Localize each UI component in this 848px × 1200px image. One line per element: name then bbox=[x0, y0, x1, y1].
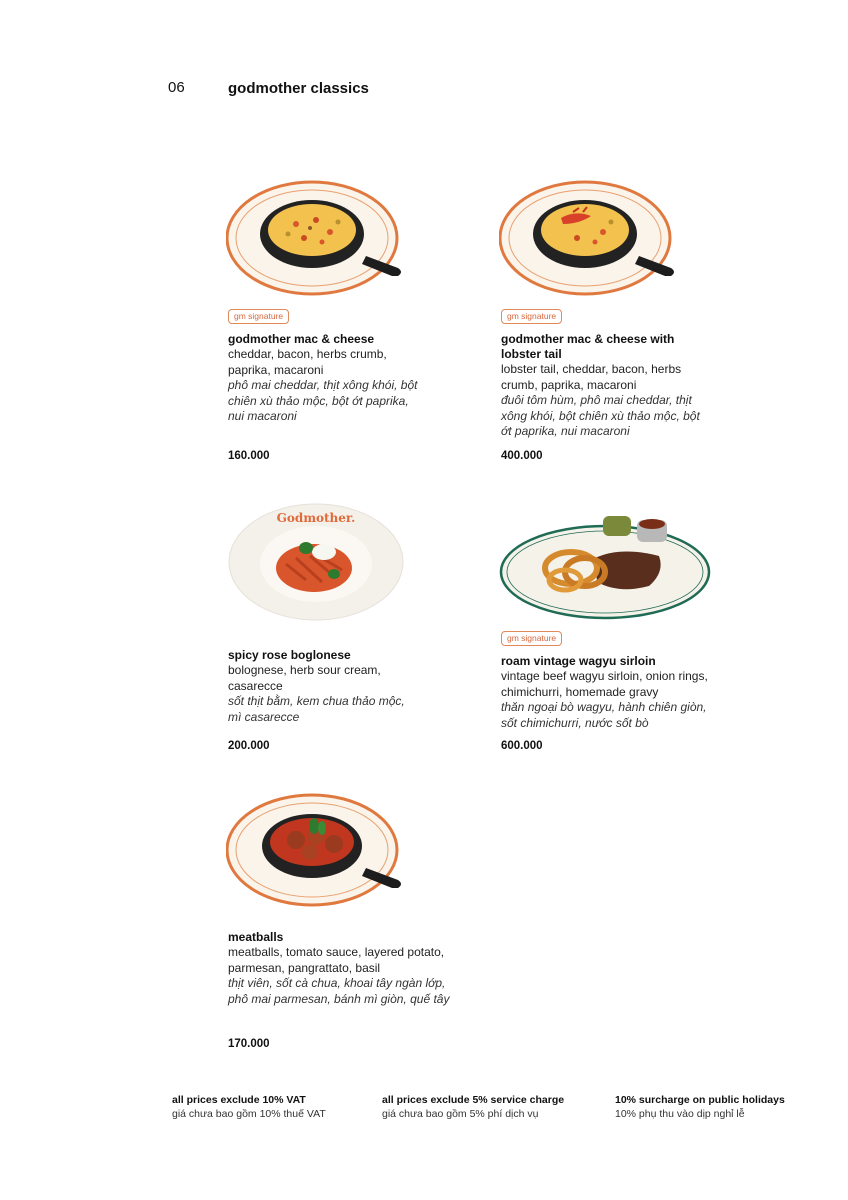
dish-description-vn: thịt viên, sốt cà chua, khoai tây ngàn lớp, phô mai parmesan, bánh mì giòn, quế tây bbox=[228, 976, 450, 1006]
footer-note-en: all prices exclude 10% VAT bbox=[172, 1094, 306, 1106]
steak-plate-photo bbox=[499, 510, 711, 622]
dish-price: 600.000 bbox=[501, 740, 543, 752]
footer-note-en: all prices exclude 5% service charge bbox=[382, 1094, 565, 1106]
dish-description: lobster tail, cheddar, bacon, herbs crumb, paprika, macaroni bbox=[501, 362, 682, 392]
dish-description-vn: đuôi tôm hùm, phô mai cheddar, thịt xông khói, bột chiên xù thảo mộc, bột ớt paprika, nui macaroni bbox=[501, 393, 700, 438]
signature-badge: gm signature bbox=[228, 309, 289, 324]
dish-price: 170.000 bbox=[228, 1038, 270, 1050]
dish-description-vn: phô mai cheddar, thịt xông khói, bột chiên xù thảo mộc, bột ớt paprika, nui macaroni bbox=[228, 378, 418, 423]
dish-name: meatballs bbox=[228, 930, 284, 944]
dish-description: cheddar, bacon, herbs crumb, paprika, macaroni bbox=[228, 347, 387, 377]
page-number: 06 bbox=[168, 79, 185, 96]
dish-price: 200.000 bbox=[228, 740, 270, 752]
footer-note-vn: giá chưa bao gồm 10% thuế VAT bbox=[172, 1108, 326, 1120]
dish-description: vintage beef wagyu sirloin, onion rings, chimichurri, homemade gravy bbox=[501, 669, 708, 699]
dish-description: bolognese, herb sour cream, casarecce bbox=[228, 663, 381, 693]
footer-note-service bbox=[382, 1093, 564, 1121]
footer-note-vat bbox=[172, 1093, 326, 1121]
mac-cheese-skillet-photo bbox=[226, 176, 406, 300]
signature-badge: gm signature bbox=[501, 309, 562, 324]
footer-note-holiday bbox=[615, 1093, 785, 1121]
dish-name: roam vintage wagyu sirloin bbox=[501, 654, 656, 668]
page-title: godmother classics bbox=[228, 80, 369, 97]
pasta-bowl-photo bbox=[226, 502, 406, 626]
footer-note-vn: giá chưa bao gồm 5% phí dịch vụ bbox=[382, 1108, 539, 1120]
meatballs-skillet-photo bbox=[226, 792, 406, 916]
footer-note-vn: 10% phụ thu vào dịp nghỉ lễ bbox=[615, 1108, 745, 1120]
lobster-mac-skillet-photo bbox=[499, 176, 679, 300]
dish-name: spicy rose boglonese bbox=[228, 648, 351, 662]
dish-description-vn: thăn ngoại bò wagyu, hành chiên giòn, sốt chimichurri, nước sốt bò bbox=[501, 700, 707, 730]
dish-price: 160.000 bbox=[228, 450, 270, 462]
plate-lettering: Godmother. bbox=[276, 511, 356, 525]
dish-description-vn: sốt thịt bằm, kem chua thảo mộc, mì casarecce bbox=[228, 694, 405, 724]
signature-badge: gm signature bbox=[501, 631, 562, 646]
footer-note-en: 10% surcharge on public holidays bbox=[615, 1094, 785, 1106]
dish-price: 400.000 bbox=[501, 450, 543, 462]
dish-name: godmother mac & cheese bbox=[228, 332, 375, 346]
dish-name: godmother mac & cheese with lobster tail bbox=[501, 332, 675, 361]
dish-description: meatballs, tomato sauce, layered potato, parmesan, pangrattato, basil bbox=[228, 945, 445, 975]
